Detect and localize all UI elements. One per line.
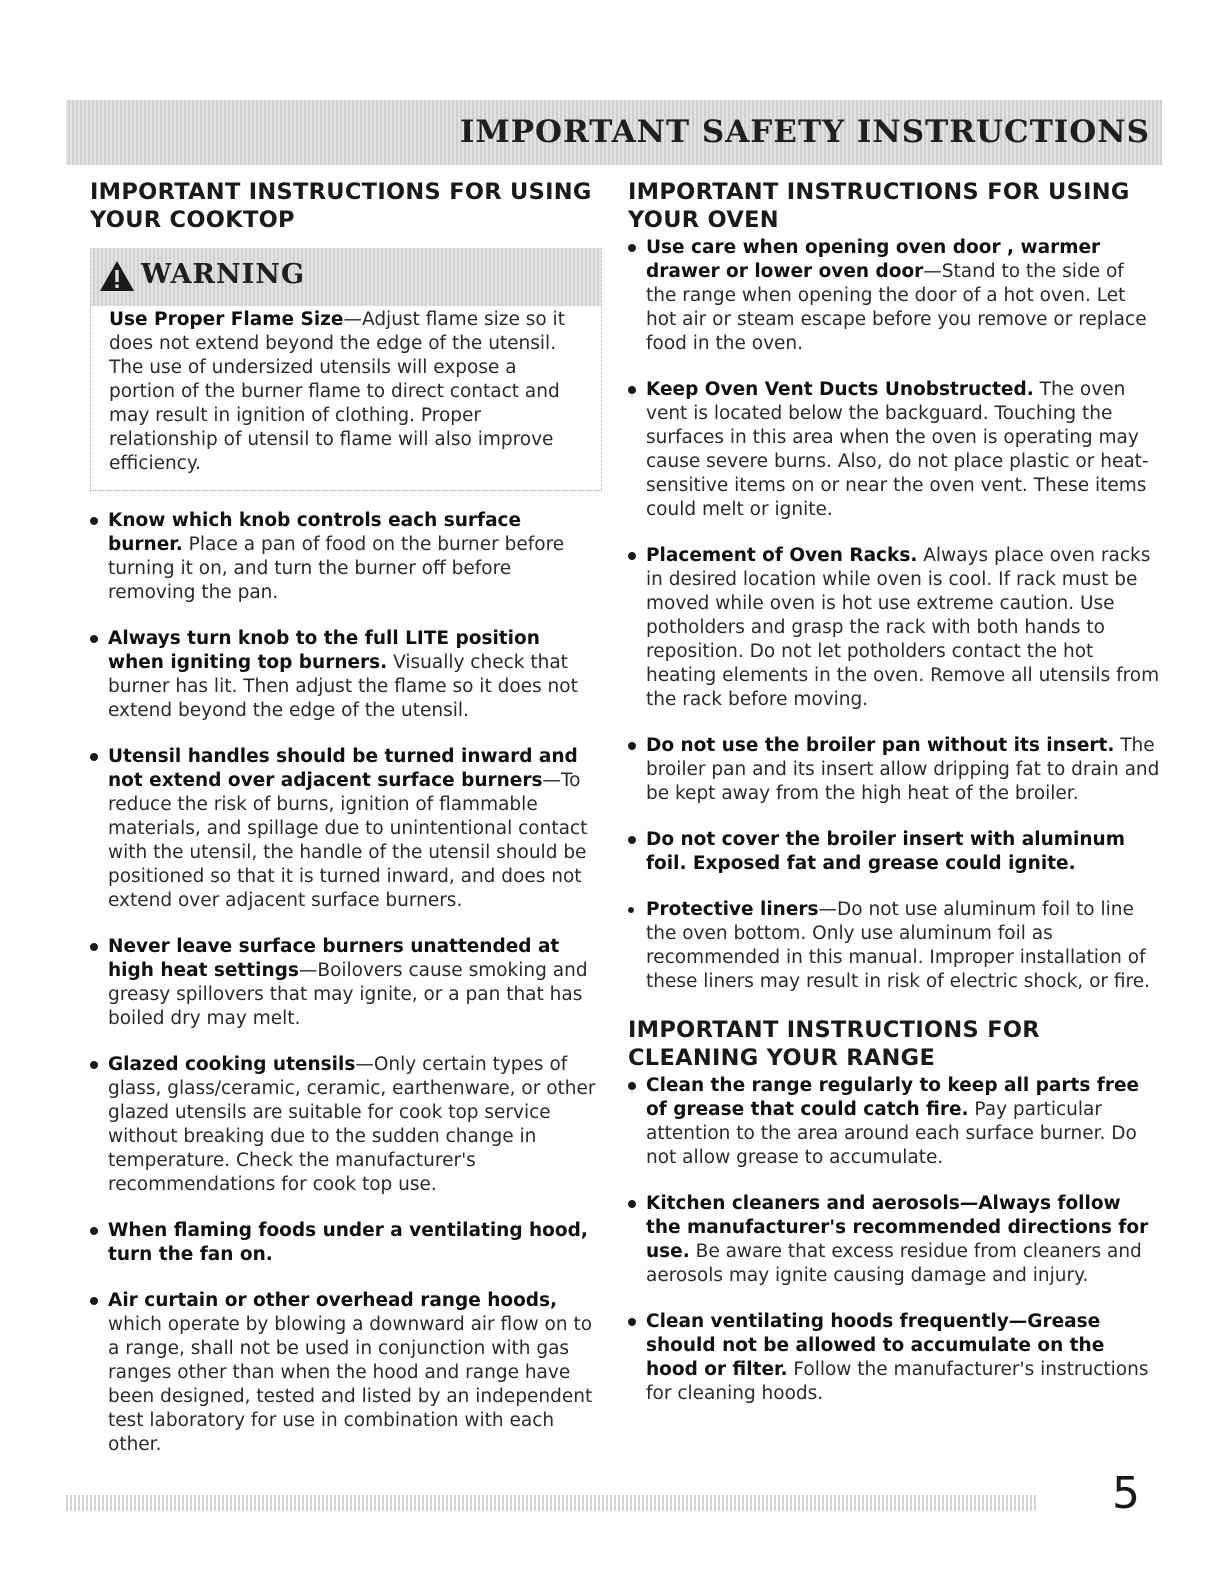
oven-instructions-list: [646, 236, 1160, 994]
cooktop-heading: IMPORTANT INSTRUCTIONS FOR USING YOUR COOKTOP: [90, 179, 592, 233]
item-lead: Do not use the broiler pan without its insert.: [646, 735, 1115, 756]
bullet-icon: [90, 635, 98, 643]
warning-header: [91, 248, 601, 306]
item-lead: Protective liners: [646, 899, 819, 920]
list-item: [646, 1192, 1160, 1288]
item-lead: Use care when opening oven door , warmer drawer or lower oven door: [646, 237, 1101, 282]
item-lead: Always turn knob to the full LITE position when igniting top burners.: [108, 628, 540, 673]
bullet-icon: [90, 943, 98, 951]
warning-box: [90, 248, 602, 491]
item-lead: Clean the range regularly to keep all parts free of grease that could catch fire.: [646, 1075, 1140, 1120]
item-lead: Clean ventilating hoods frequently—Grease should not be allowed to accumulate on the hood or filter.: [646, 1311, 1105, 1380]
item-lead: Never leave surface burners unattended at high heat settings: [108, 936, 560, 981]
cleaning-instructions-list: [646, 1074, 1160, 1406]
item-text: Be aware that excess residue from cleaners and aerosols may ignite causing damage and injury.: [646, 1241, 1142, 1286]
list-item: [646, 1310, 1160, 1406]
item-text: —Stand to the side of the range when opening the door of a hot oven. Let hot air or steam escape before you remove or replace food in the oven.: [646, 261, 1147, 354]
bullet-icon: [90, 517, 98, 525]
warning-label: WARNING: [141, 259, 306, 290]
item-text: The broiler pan and its insert allow dripping fat to drain and be kept away from the high heat of the broiler.: [646, 735, 1160, 804]
list-item: [108, 627, 602, 723]
item-text: Pay particular attention to the area around each surface burner. Do not allow grease to accumulate.: [646, 1099, 1137, 1168]
bullet-icon: [90, 1227, 98, 1235]
cleaning-heading: IMPORTANT INSTRUCTIONS FOR CLEANING YOUR RANGE: [628, 1017, 1040, 1071]
list-item: [646, 378, 1160, 522]
item-lead: Air curtain or other overhead range hoods,: [108, 1290, 558, 1311]
bullet-icon: [628, 244, 636, 252]
bullet-icon: [90, 1061, 98, 1069]
bullet-icon: [90, 1297, 98, 1305]
list-item: [108, 1219, 602, 1267]
item-text: —Boilovers cause smoking and greasy spillovers that may ignite, or a pan that has boiled dry may melt.: [108, 960, 588, 1029]
item-text: which operate by blowing a downward air flow on to a range, shall not be used in conjunction with gas ranges other than when the hood and range have been designed, tested and listed by an independent test laboratory for use in combination with each other.: [108, 1314, 593, 1455]
item-lead: Keep Oven Vent Ducts Unobstructed.: [646, 379, 1034, 400]
item-text: The oven vent is located below the backguard. Touching the surfaces in this area when the oven is operating may cause severe burns. Also, do not place plastic or heat-sensitive items on or near the oven vent. These items could melt or ignite.: [646, 379, 1149, 520]
item-text: Always place oven racks in desired location while oven is cool. If rack must be moved while oven is hot use extreme caution. Use potholders and grasp the rack with both hands to reposition. Do not let potholders contact the hot heating elements in the oven. Remove all utensils from the rack before moving.: [646, 545, 1160, 710]
item-lead: Placement of Oven Racks.: [646, 545, 918, 566]
bullet-icon: [628, 907, 634, 913]
warning-lead: Use Proper Flame Size: [109, 309, 344, 330]
list-item: [108, 1289, 602, 1457]
cooktop-instructions-list: [108, 509, 602, 1457]
page-number: 5: [1112, 1468, 1140, 1519]
bullet-icon: [628, 386, 636, 394]
list-item: [646, 1074, 1160, 1170]
list-item: [646, 734, 1160, 806]
list-item: [646, 544, 1160, 712]
warning-body-text: —Adjust flame size so it does not extend beyond the edge of the utensil. The use of undersized utensils will expose a portion of the burner flame to direct contact and may result in ignition of clothing. Proper relationship of utensil to flame will also improve efficiency.: [109, 309, 565, 474]
list-item: [108, 509, 602, 605]
item-text: Place a pan of food on the burner before turning it on, and turn the burner off before removing the pan.: [108, 534, 565, 603]
bullet-icon: [90, 753, 98, 761]
warning-triangle-icon: [99, 260, 135, 292]
list-item: [646, 828, 1160, 876]
warning-text: [109, 308, 583, 476]
item-text: Follow the manufacturer's instructions for cleaning hoods.: [646, 1359, 1149, 1404]
oven-heading: IMPORTANT INSTRUCTIONS FOR USING YOUR OVEN: [628, 179, 1130, 233]
list-item: [108, 935, 602, 1031]
bullet-icon: [628, 836, 636, 844]
bullet-icon: [628, 1082, 636, 1090]
list-item: [646, 236, 1160, 356]
header-banner: [66, 100, 1162, 165]
item-text: —Only certain types of glass, glass/ceramic, ceramic, earthenware, or other glazed utensils are suitable for cook top service without breaking due to the sudden change in temperature. Check the manufacturer's recommendations for cook top use.: [108, 1054, 596, 1195]
item-text: Visually check that burner has lit. Then adjust the flame so it does not extend beyond the edge of the utensil.: [108, 652, 578, 721]
item-lead: Glazed cooking utensils: [108, 1054, 356, 1075]
bullet-icon: [628, 742, 636, 750]
item-lead: Know which knob controls each surface burner.: [108, 510, 522, 555]
item-lead: When flaming foods under a ventilating hood, turn the fan on.: [108, 1220, 588, 1265]
bullet-icon: [628, 1318, 636, 1326]
list-item: [108, 745, 602, 913]
cooktop-column: [90, 178, 602, 1479]
item-lead: Utensil handles should be turned inward and not extend over adjacent surface burners: [108, 746, 578, 791]
bullet-icon: [628, 1200, 636, 1208]
bullet-icon: [628, 552, 636, 560]
banner-title: IMPORTANT SAFETY INSTRUCTIONS: [459, 114, 1150, 150]
footer-rule: [66, 1495, 1036, 1511]
oven-column: [628, 178, 1160, 1428]
item-lead: Do not cover the broiler insert with aluminum foil. Exposed fat and grease could ignite.: [646, 829, 1125, 874]
item-text: —To reduce the risk of burns, ignition of flammable materials, and spillage due to unintentional contact with the utensil, the handle of the utensil should be positioned so that it is turned inward, and does not extend over adjacent surface burners.: [108, 770, 588, 911]
item-text: —Do not use aluminum foil to line the oven bottom. Only use aluminum foil as recommended in this manual. Improper installation of these liners may result in risk of electric shock, or fire.: [646, 899, 1150, 992]
list-item: [646, 898, 1160, 994]
item-lead: Kitchen cleaners and aerosols—Always follow the manufacturer's recommended directions for use.: [646, 1193, 1149, 1262]
list-item: [108, 1053, 602, 1197]
